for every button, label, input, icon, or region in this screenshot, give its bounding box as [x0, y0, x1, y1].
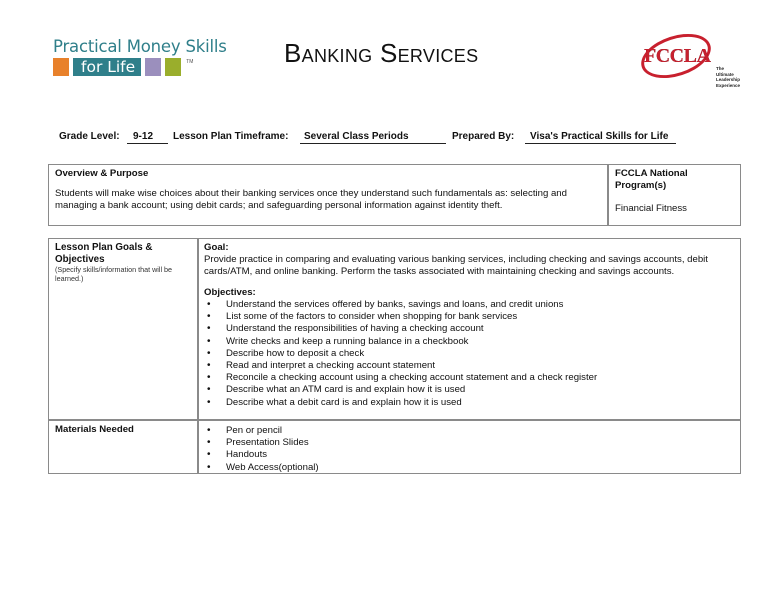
column-divider: [197, 239, 199, 473]
overview-text-line-1: Students will make wise choices about their banking services once they understand such fundamentals as: selecting and: [55, 188, 567, 199]
objective-item: • Understand the responsibilities of having a checking account: [204, 323, 597, 335]
fccla-program-value: Financial Fitness: [615, 203, 687, 214]
orange-square-icon: [53, 58, 69, 76]
goal-text-line-1: Provide practice in comparing and evaluating various banking services, including checking and savings accounts, debit: [204, 254, 708, 265]
goals-heading-line-1: Lesson Plan Goals &: [55, 242, 153, 253]
goals-note-line-1: (Specify skills/information that will be: [55, 265, 173, 274]
goals-note: [55, 265, 172, 283]
objective-item: • Describe what an ATM card is and explain how it is used: [204, 384, 597, 396]
materials-list: [204, 425, 319, 474]
logo-subtitle: for Life: [73, 58, 141, 76]
lesson-plan-table: [48, 238, 741, 474]
grade-level-label: Grade Level:: [59, 131, 120, 142]
objectives-label: Objectives:: [204, 287, 256, 298]
objective-item: • List some of the factors to consider when shopping for bank services: [204, 311, 597, 323]
material-item: • Web Access(optional): [204, 462, 319, 474]
grade-level-value: 9-12: [127, 131, 168, 144]
goal-section: [204, 242, 708, 278]
objective-item: • Describe how to deposit a check: [204, 348, 597, 360]
logo-title: Practical Money Skills: [53, 37, 227, 56]
fccla-program-heading: [615, 168, 688, 192]
column-divider: [607, 165, 609, 225]
objectives-section: [204, 287, 597, 409]
page-title: Banking Services: [284, 38, 479, 68]
program-heading-line-2: Program(s): [615, 180, 667, 191]
goals-note-line-2: learned.): [55, 274, 84, 283]
goal-text-line-2: cards/ATM, and online banking. Perform the tasks associated with maintaining checking and savings accounts.: [204, 266, 675, 277]
materials-heading: Materials Needed: [55, 424, 134, 435]
goals-heading: [55, 242, 152, 265]
fccla-logo: [636, 30, 740, 86]
fccla-wordmark: FCCLA: [644, 45, 711, 67]
overview-text-line-2: managing a bank account; using debit cards; and safeguarding personal information against identity theft.: [55, 200, 503, 211]
objective-item: • Describe what a debit card is and explain how it is used: [204, 397, 597, 409]
objectives-list: [204, 299, 597, 409]
material-item: • Presentation Slides: [204, 437, 319, 449]
objective-item: • Understand the services offered by banks, savings and loans, and credit unions: [204, 299, 597, 311]
row-divider: [49, 419, 740, 421]
goals-heading-line-2: Objectives: [55, 253, 105, 265]
overview-text: [55, 188, 567, 212]
overview-heading: Overview & Purpose: [55, 168, 149, 179]
objective-item: • Reconcile a checking account using a checking account statement and a check register: [204, 372, 597, 384]
practical-money-skills-logo: [53, 37, 228, 79]
goal-label: Goal:: [204, 242, 229, 253]
timeframe-label: Lesson Plan Timeframe:: [173, 131, 289, 142]
materials-section: [204, 425, 319, 474]
fccla-tagline: The Ultimate Leadership Experience: [716, 66, 741, 88]
logo-color-row: [53, 58, 193, 76]
prepared-by-value: Visa's Practical Skills for Life: [525, 131, 676, 144]
trademark-mark: TM: [186, 59, 194, 65]
timeframe-value: Several Class Periods: [300, 131, 446, 144]
objective-item: • Write checks and keep a running balance in a checkbook: [204, 336, 597, 348]
objective-item: • Read and interpret a checking account statement: [204, 360, 597, 372]
green-square-icon: [165, 58, 181, 76]
overview-table: [48, 164, 741, 226]
material-item: • Handouts: [204, 449, 319, 461]
prepared-by-label: Prepared By:: [452, 131, 515, 142]
program-heading-line-1: FCCLA National: [615, 168, 688, 179]
purple-square-icon: [145, 58, 161, 76]
material-item: • Pen or pencil: [204, 425, 319, 437]
